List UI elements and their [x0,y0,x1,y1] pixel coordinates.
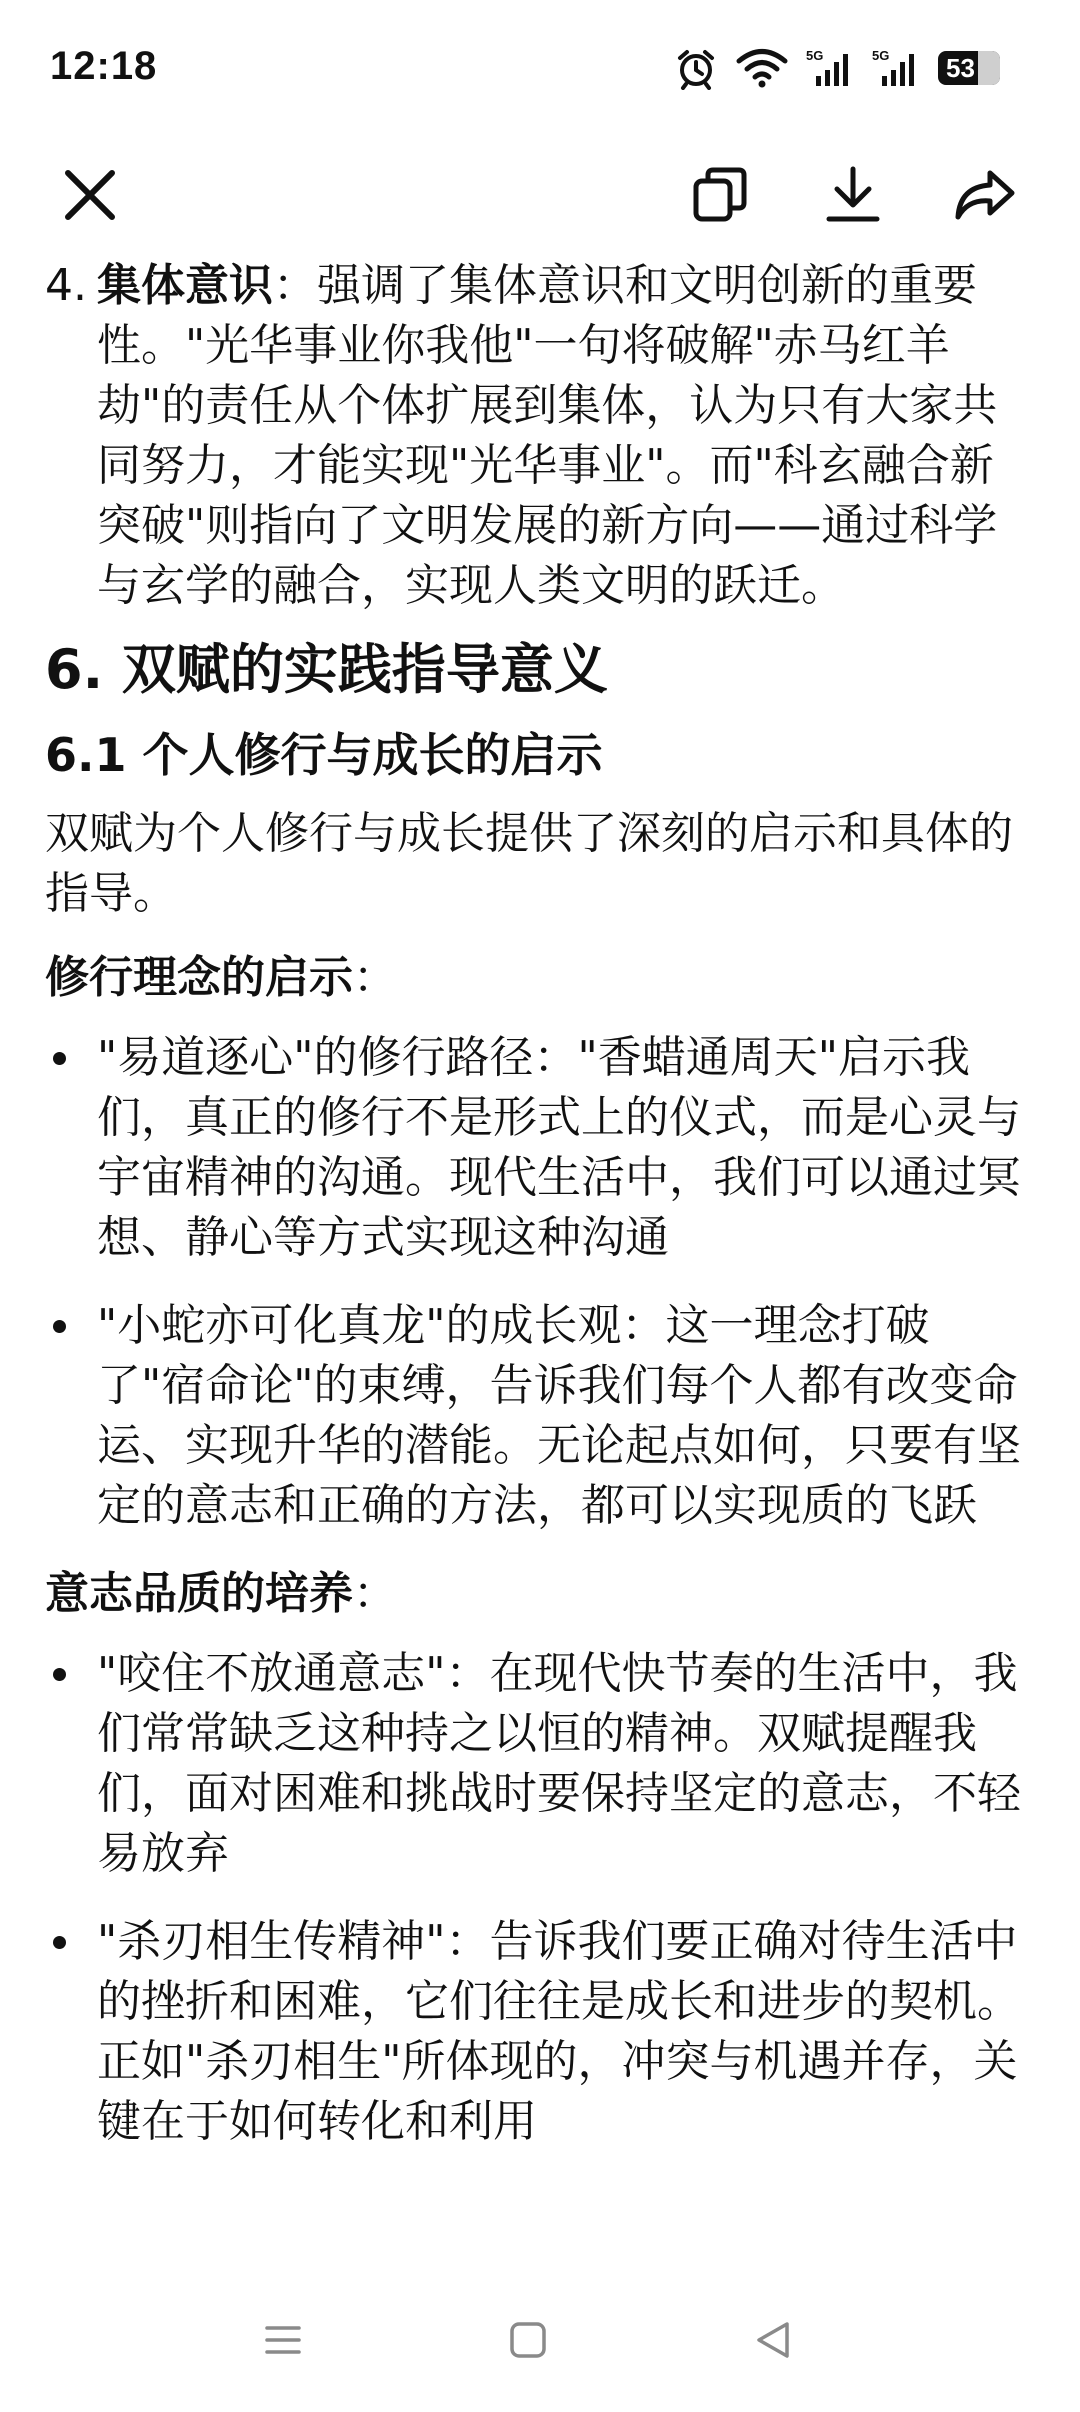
close-button[interactable] [45,150,135,240]
group-label-text: 修行理念的启示 [45,952,353,1003]
download-icon [823,165,883,225]
list-item-text: "咬住不放通意志"：在现代快节奏的生活中，我们常常缺乏这种持之以恒的精神。双赋提醒我们，面对困难和挑战时要保持坚定的意志，不轻易放弃 [97,1648,1021,1879]
copy-icon [690,165,750,225]
alarm-icon [674,46,718,90]
wifi-icon [736,48,788,88]
bullet-list [45,1644,1035,2152]
share-button[interactable] [940,150,1030,240]
bullet-dot [53,1320,66,1333]
bullet-dot [53,1052,66,1065]
item-title: 集体意识 [97,260,273,311]
battery-level: 53 [946,53,975,83]
group-label-colon: ： [353,952,397,1003]
status-icons [674,46,1000,90]
system-nav-bar [0,2290,1080,2390]
svg-text:5G: 5G [806,48,824,63]
close-icon [62,167,118,223]
status-bar [0,0,1080,140]
signal-5g-icon [872,48,920,88]
item-text: ：强调了集体意识和文明创新的重要性。"光华事业你我他"一句将破解"赤马红羊劫"的责任从个体扩展到集体，认为只有大家共同努力，才能实现"光华事业"。而"科玄融合新突破"则指向了文明发展的新方向——通过科学与玄学的融合，实现人类文明的跃迁。 [97,260,998,611]
back-icon [753,2320,793,2360]
back-button[interactable] [733,2310,813,2370]
list-item-text: "易道逐心"的修行路径："香蜡通周天"启示我们，真正的修行不是形式上的仪式，而是心灵与宇宙精神的沟通。现代生活中，我们可以通过冥想、静心等方式实现这种沟通 [97,1032,1021,1263]
download-button[interactable] [808,150,898,240]
recent-apps-button[interactable] [243,2310,323,2370]
home-button[interactable] [488,2310,568,2370]
battery-empty-portion [978,51,1000,85]
section-heading: 6. 双赋的实践指导意义 [45,638,608,701]
group-label [45,948,1035,1008]
group-label-text: 意志品质的培养 [45,1568,353,1619]
status-time: 12:18 [50,44,158,88]
group-label-colon: ： [353,1568,397,1619]
list-item-text: "小蛇亦可化真龙"的成长观：这一理念打破了"宿命论"的束缚，告诉我们每个人都有改变命运、实现升华的潜能。无论起点如何，只要有坚定的意志和正确的方法，都可以实现质的飞跃 [97,1300,1021,1531]
subsection-heading: 6.1 个人修行与成长的启示 [45,728,603,782]
article-content [45,256,1035,2180]
group-label [45,1564,1035,1624]
list-item-text: "杀刃相生传精神"：告诉我们要正确对待生活中的挫折和困难，它们往往是成长和进步的契机。正如"杀刃相生"所体现的，冲突与机遇并存，关键在于如何转化和利用 [97,1916,1021,2147]
bullet-dot [53,1668,66,1681]
list-item [45,1296,1035,1536]
menu-icon [263,2320,303,2360]
battery-icon [938,51,1000,85]
numbered-item-4 [45,256,1035,616]
top-toolbar [0,140,1080,250]
list-item [45,1912,1035,2152]
item-number: 4. [45,260,87,311]
list-item [45,1644,1035,1884]
intro-paragraph: 双赋为个人修行与成长提供了深刻的启示和具体的指导。 [45,808,1013,919]
list-item [45,1028,1035,1268]
home-icon [508,2320,548,2360]
signal-5g-icon [806,48,854,88]
share-icon [954,165,1016,225]
bullet-dot [53,1936,66,1949]
bullet-list [45,1028,1035,1536]
copy-button[interactable] [675,150,765,240]
svg-text:5G: 5G [872,48,890,63]
